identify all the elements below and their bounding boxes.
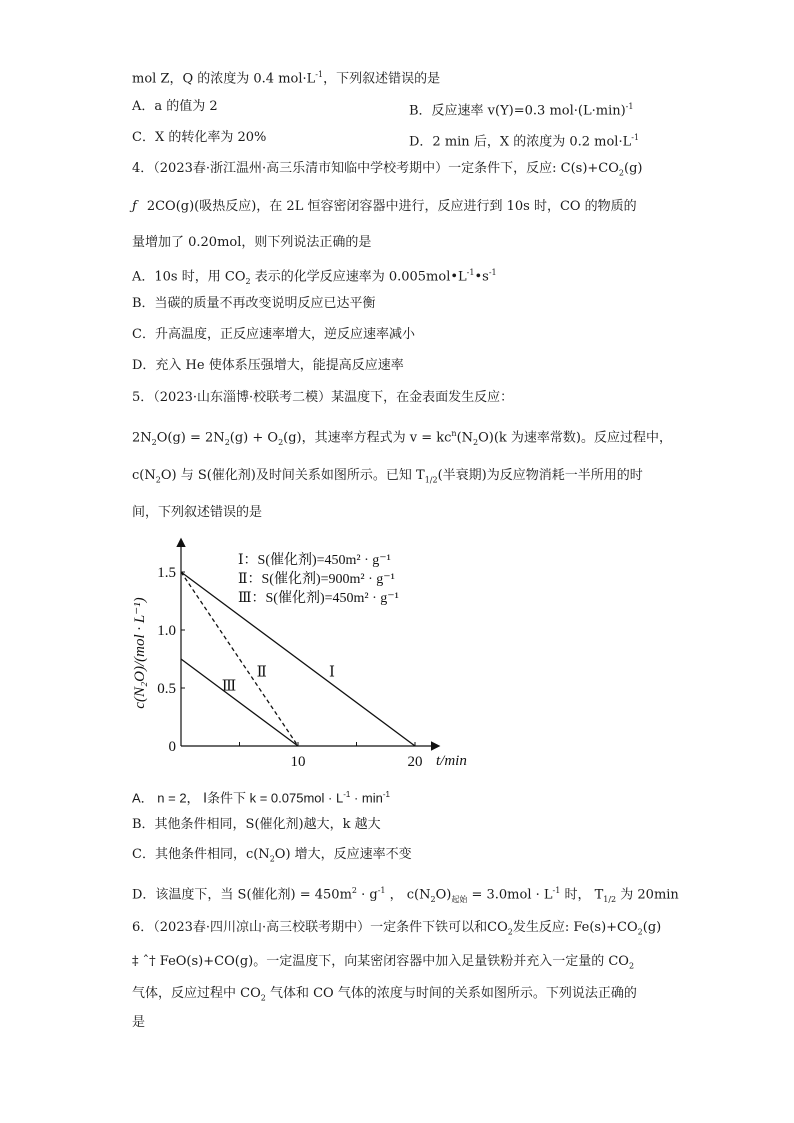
- series-label-Ⅲ: Ⅲ: [221, 678, 237, 695]
- q5-option-b: B．其他条件相同，S(催化剂)越大，k 越大: [132, 817, 381, 832]
- q3-option-b: B．反应速率 v(Y)=0.3 $mol\cdot(L\cdot\min)^{-1}$: [409, 102, 634, 119]
- n2o-concentration-chart: [130, 532, 490, 780]
- series-label-Ⅱ: Ⅱ: [256, 664, 267, 681]
- q3-option-c: C．X 的转化率为 20%: [132, 130, 267, 145]
- q6-stem-line4: 是: [132, 1015, 146, 1030]
- y-tick-label: 1.0: [157, 623, 176, 639]
- q6-stem-line3: 气体，反应过程中 $CO_2$ 气体和 CO 气体的浓度与时间的关系如图所示。下列说法正确的: [132, 986, 637, 1003]
- legend-entry: Ⅰ：S(催化剂)=450m² · g⁻¹: [238, 553, 391, 568]
- q5-stem-line1: 5．（2023·山东淄博·校联考二模）某温度下，在金表面发生反应：: [132, 390, 514, 405]
- q6-stem-line1: 6．（2023春·四川凉山·高三校联考期中）一定条件下铁可以和$CO_2$发生反应: $Fe(s)+CO_2(g)$: [132, 920, 662, 937]
- q5-stem-line4: 间，下列叙述错误的是: [132, 505, 263, 520]
- legend-entry: Ⅱ：S(催化剂)=900m² · g⁻¹: [238, 572, 395, 587]
- q3-stem-tail: mol Z，Q 的浓度为 0.4 $mol\cdot L^{-1}$，下列叙述错误的是: [132, 70, 441, 87]
- y-tick-label: 0.5: [157, 681, 176, 697]
- q4-stem-line1: 4．（2023春·浙江温州·高三乐清市知临中学校考期中）一定条件下，反应: $C(s)+CO_2(g)$: [132, 161, 643, 178]
- q4-stem-line2: ƒ 2CO(g)(吸热反应)，在 2L 恒容密闭容器中进行，反应进行到 10s 时，CO 的物质的: [132, 199, 637, 214]
- x-tick-label: 10: [290, 754, 306, 770]
- legend-entry: Ⅲ：S(催化剂)=450m² · g⁻¹: [238, 591, 399, 606]
- q4-option-b: B．当碳的质量不再改变说明反应已达平衡: [132, 296, 376, 311]
- q5-stem-line3: $c(N_2O)$ 与 S(催化剂)及时间关系如图所示。已知 $T_{1/2}$(半衰期)为反应物消耗一半所用的时: [132, 468, 643, 485]
- q5-stem-line2: $2N_2O(g) = 2N_2(g) + O_2(g)$，其速率方程式为 $v = kc^n(N_2O)(k$ 为速率常数)。反应过程中，: [132, 429, 673, 447]
- y-tick-label: 0: [168, 739, 176, 755]
- series-label-Ⅰ: Ⅰ: [328, 664, 335, 681]
- x-tick-label: 20: [407, 754, 423, 770]
- q5-option-c: C．其他条件相同，$c(N_2O)$ 增大，反应速率不变: [132, 847, 412, 864]
- q4-stem-line3: 量增加了 0.20mol，则下列说法正确的是: [132, 235, 372, 250]
- q4-option-a: A．10s 时，用 $CO_2$ 表示的化学反应速率为 $0.005mol•L^{-1}•s^{-1}$: [132, 268, 497, 286]
- y-tick-label: 1.5: [157, 565, 176, 581]
- y-axis-label: c(N₂O)/(mol · L⁻¹): [132, 597, 148, 709]
- q5-option-d: D．该温度下，当 S(催化剂) = $450m^2 \cdot g^{-1}$ ， $c(N_2O)_{起始} = 3.0mol \cdot L^{-1}$ 时， $T_{1/2}$ 为 20min: [132, 886, 679, 904]
- x-axis-label: t/min: [436, 753, 467, 769]
- q4-option-d: D．充入 He 使体系压强增大，能提高反应速率: [132, 358, 404, 373]
- q6-stem-line2: ‡ ˆ† FeO(s)+CO(g)。一定温度下，向某密闭容器中加入足量铁粉并充入一定量的 $CO_2$: [132, 954, 635, 971]
- q4-option-c: C．升高温度，正反应速率增大，逆反应速率减小: [132, 327, 415, 342]
- q5-option-a: A． n = 2， Ⅰ条件下 $k = 0.075mol \cdot L^{-1} \cdot \min^{-1}$: [132, 790, 390, 806]
- series-line-Ⅲ: [181, 659, 298, 746]
- q3-option-a: A．a 的值为 2: [132, 99, 218, 114]
- q3-option-d: D．2 min 后，X 的浓度为 0.2 $mol\cdot L^{-1}$: [409, 133, 640, 150]
